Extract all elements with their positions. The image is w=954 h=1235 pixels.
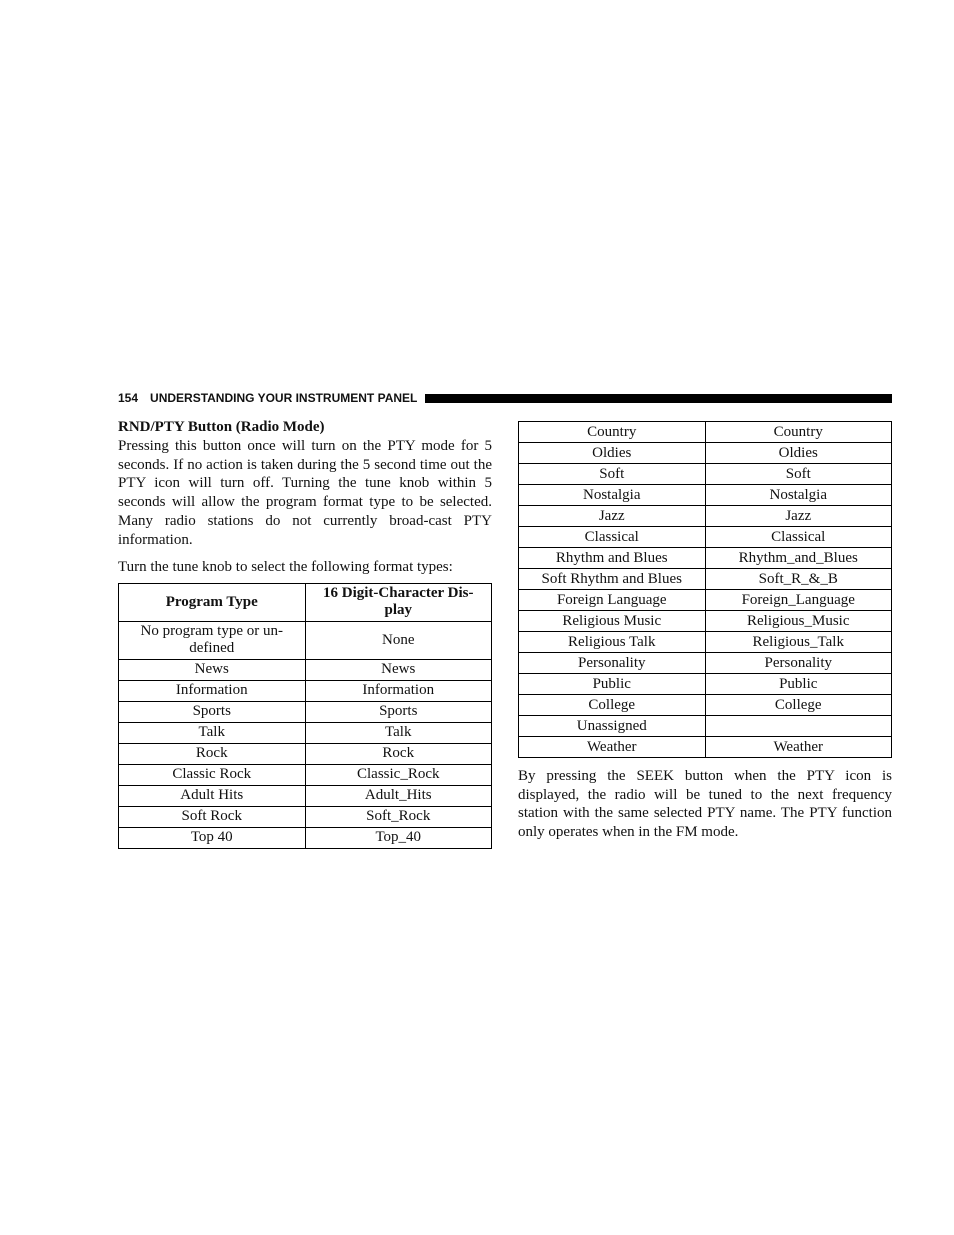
table-row [119,659,492,680]
page-header [118,390,892,406]
table-cell: Foreign Language [519,590,706,611]
table-cell: College [705,695,892,716]
table-cell: Country [705,422,892,443]
table-cell: News [305,659,492,680]
table-cell: Weather [519,737,706,758]
table-cell: Rock [305,743,492,764]
body-paragraph: By pressing the SEEK button when the PTY icon is displayed, the radio will be tuned to the next frequency station with the same selected PTY name. The PTY function only operates when in the FM mode. [518,768,892,841]
table-row [119,743,492,764]
table-cell: No program type or un-defined [119,621,306,659]
table-cell: Information [305,680,492,701]
table-cell: Sports [119,701,306,722]
table-cell: Oldies [705,443,892,464]
table-row [519,443,892,464]
table-cell: Soft Rock [119,806,306,827]
table-row [519,695,892,716]
table-cell: Soft_Rock [305,806,492,827]
table-cell: Talk [305,722,492,743]
table-row [519,527,892,548]
table-cell: Rhythm_and_Blues [705,548,892,569]
table-row [519,590,892,611]
table-cell: Jazz [705,506,892,527]
section-title: UNDERSTANDING YOUR INSTRUMENT PANEL [150,391,418,405]
subheading: RND/PTY Button (Radio Mode) [118,419,325,435]
table-row [119,680,492,701]
table-cell: Information [119,680,306,701]
table-cell: Personality [705,653,892,674]
table-cell: Jazz [519,506,706,527]
table-cell: Nostalgia [519,485,706,506]
table-cell: Soft [705,464,892,485]
table-cell: Classic Rock [119,764,306,785]
table-cell: Soft [519,464,706,485]
body-paragraph: Turn the tune knob to select the following format types: [118,559,453,576]
table-cell: Sports [305,701,492,722]
table-row [519,485,892,506]
table-row [119,722,492,743]
body-paragraph: Pressing this button once will turn on the PTY mode for 5 seconds. If no action is taken during the 5 second time out the PTY icon will turn off. Turning the tune knob within 5 seconds will allow the program format type to be selected. Many radio stations do not currently broad-cast PTY information. [118,438,492,548]
table-cell: Personality [519,653,706,674]
table-cell: None [305,621,492,659]
table-cell: Classical [519,527,706,548]
table-row [119,701,492,722]
table-row [119,764,492,785]
table-cell: Unassigned [519,716,706,737]
table-cell: College [519,695,706,716]
table-row [519,464,892,485]
table-cell: Nostalgia [705,485,892,506]
table-row [119,827,492,848]
table-row [519,653,892,674]
table-row [519,422,892,443]
left-column [118,418,492,849]
table-row [519,548,892,569]
table-cell: Rock [119,743,306,764]
table-row [519,632,892,653]
table-row [119,806,492,827]
pty-table-part-2 [518,421,892,758]
table-cell: Country [519,422,706,443]
table-cell: Top_40 [305,827,492,848]
table-row [519,569,892,590]
table-cell: Classical [705,527,892,548]
table-cell [705,716,892,737]
table-cell: Talk [119,722,306,743]
table-row [519,737,892,758]
table-cell: Top 40 [119,827,306,848]
table-cell: Classic_Rock [305,764,492,785]
table-cell: Adult Hits [119,785,306,806]
table-cell: Religious Music [519,611,706,632]
table-cell: Religious Talk [519,632,706,653]
table-cell: Religious_Talk [705,632,892,653]
page-number: 154 [118,391,139,405]
right-column [518,421,892,842]
column-header: 16 Digit-Character Dis-play [305,583,492,621]
table-cell: Public [705,674,892,695]
table-header-row [119,583,492,621]
table-row [519,674,892,695]
column-header: Program Type [119,583,306,621]
table-cell: Rhythm and Blues [519,548,706,569]
table-cell: Foreign_Language [705,590,892,611]
table-row [519,506,892,527]
table-cell: Weather [705,737,892,758]
pty-table-part-1 [118,583,492,849]
table-cell: Adult_Hits [305,785,492,806]
table-row [119,621,492,659]
table-cell: Religious_Music [705,611,892,632]
table-cell: Oldies [519,443,706,464]
header-rule [425,394,892,403]
table-row [519,611,892,632]
table-cell: Public [519,674,706,695]
table-cell: Soft_R_&_B [705,569,892,590]
table-row [519,716,892,737]
table-cell: Soft Rhythm and Blues [519,569,706,590]
table-cell: News [119,659,306,680]
table-row [119,785,492,806]
